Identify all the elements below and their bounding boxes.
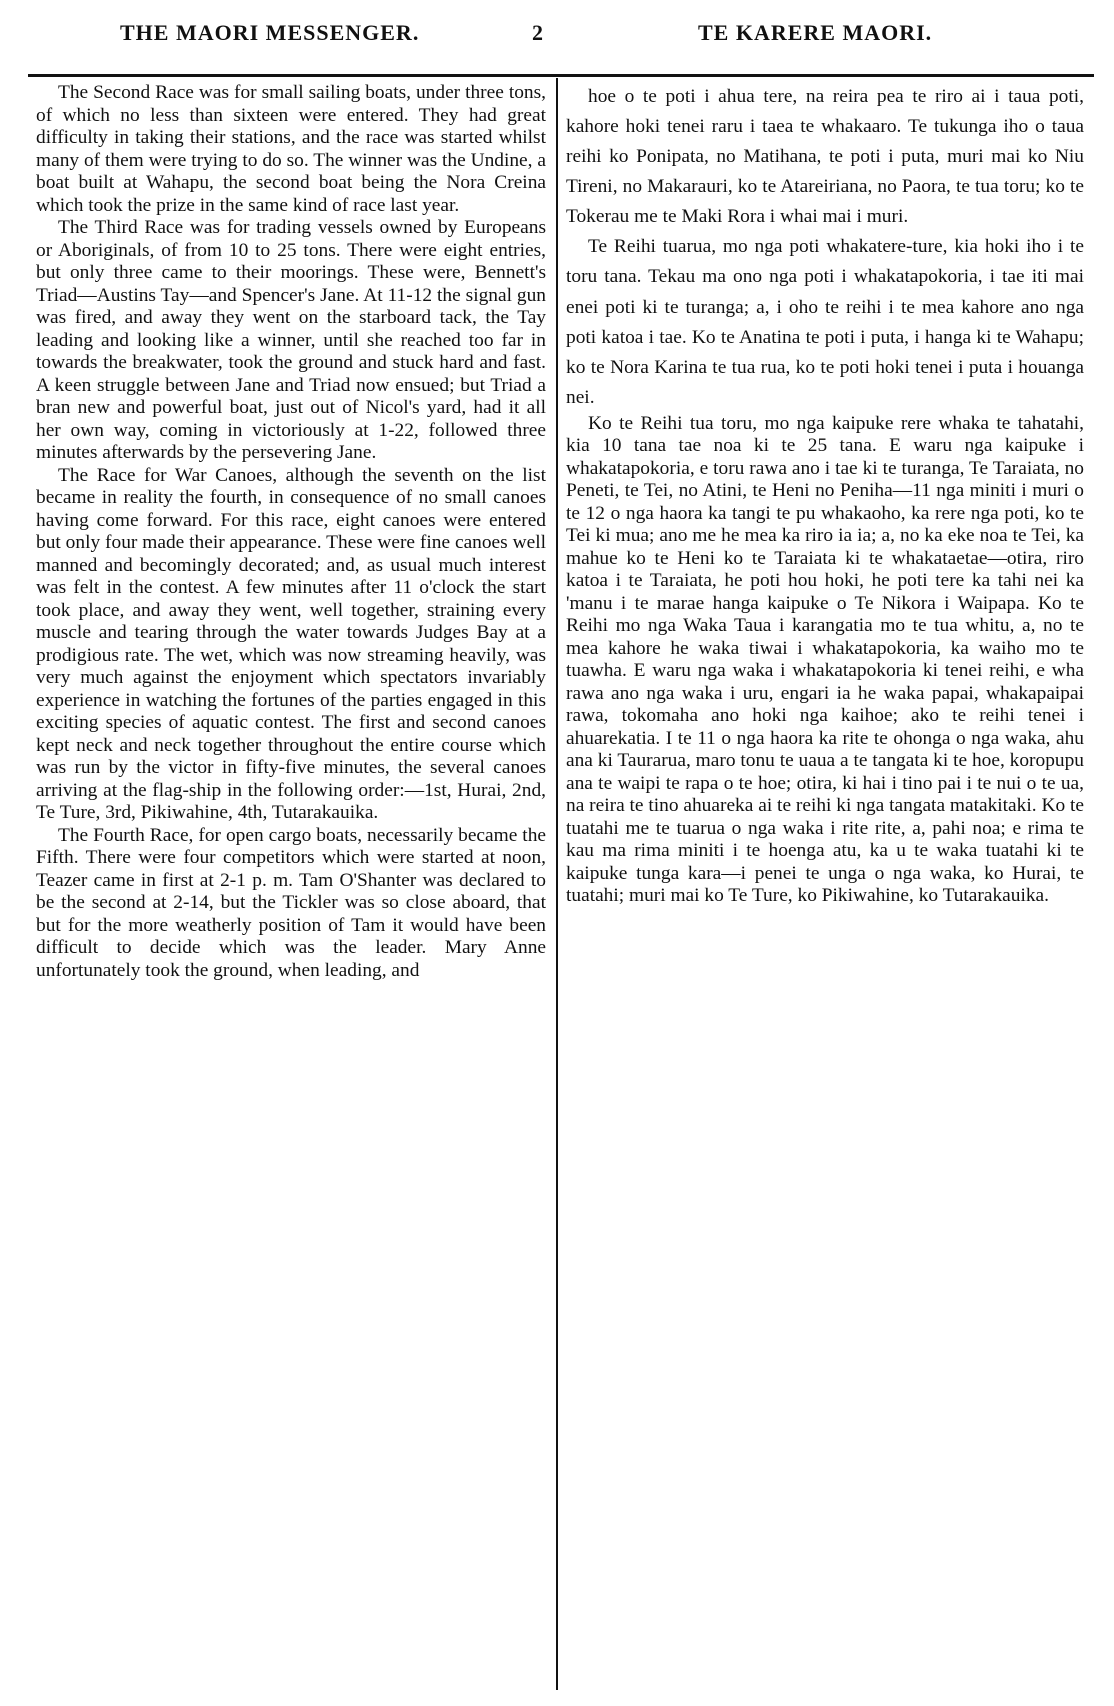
paragraph-war-canoes: The Race for War Canoes, although the seventh on the list became in reality the fourth, in consequence of no small canoes having come forward. For this race, eight canoes were entered but only four made their appearance. These were fine canoes well manned and becomingly decorated; and, as usual much interest was felt in the contest. A few minutes after 11 o'clock the start took place, and away they went, well together, straining every muscle and tearing through the water towards Judges Bay at a prodigious rate. The wet, which was now streaming heavily, was very much against the enjoyment which spectators invariably experience in watching the fortunes of the parties engaged in this exciting species of aquatic contest. The first and second canoes kept neck and neck together throughout the entire course which was run by the victor in fifty-five minutes, the several canoes arriving at the flag-ship in the following order:—1st, Hurai, 2nd, Te Ture, 3rd, Pikiwahine, 4th, Tutarakauika. (36, 464, 546, 823)
paragraph-second-race: The Second Race was for small sailing boats, under three tons, of which no less than sixteen were entered. They had great difficulty in taking their stations, and the race was started whilst many of them were trying to do so. The winner was the Undine, a boat built at Wahapu, the second boat being the Nora Creina which took the prize in the same kind of race last year. (36, 82, 546, 216)
maori-masthead-title: TE KARERE MAORI. (698, 20, 933, 45)
maori-column (566, 82, 1084, 908)
header-rule (28, 74, 1094, 77)
paragraph-reihi-tua-toru: Ko te Reihi tua toru, mo nga kaipuke rere whaka te tahatahi, kia 10 tana tae noa ki te 25 tana. E waru nga kaipuke i whakatapokoria, e toru rawa ano i tae ki te turanga, Te Taraiata, no Peneti, te Tei, no Atini, te Heni no Peniha—11 nga miniti i muri o te 12 o nga haora ka tangi te pu whakaoho, ka rere nga poti, ko te Tei ki mua; ano me he mea ka riro ia ia; a, no ka eke noa te Tei, ka mahue ko te Heni ko te Taraiata ki te whakataetae—otira, riro katoa i te Taraiata, he poti hou hoki, he poti tere ka tahi nei ka 'manu i te marae hanga kaipuke o Te Nikora i Waipapa. Ko te Reihi mo nga Waka Taua i karangatia mo te tua whitu, a, no te mea kahore he waka tiwai i whakatapokoria, ka waiho mo te tuawha. E waru nga waka i whakatapokoria ki tenei reihi, e wha rawa ano nga waka i uru, engari ia he waka papai, whakapaipai rawa, tokomaha ano hoki nga kaihoe; ako te reihi tenei i ahuarekatia. I te 11 o nga haora ka rite te ohonga o nga waka, ahu ana ki Taurarua, maro tonu te uaua a te tangata ki te hoe, koropupu ana te waipi te rapa o te hoe; otira, ki hai i tino pai i te nui o te ua, na reira te tino ahuareka ai te reihi ki nga tangata matakitaki. Ko te tuatahi me te tuarua o nga waka i rite rite, a, pahi noa; e rima te kau ma rima miniti i te hoenga atu, ka u te waka tuatahi ki te kaipuke tunga kara—i penei te unga o nga waka, ko Hurai, te tuatahi; muri mai ko Te Ture, ko Pikiwahine, ko Tutarakauika. (566, 412, 1084, 907)
column-divider (556, 78, 558, 1690)
page-header (0, 0, 1114, 70)
paragraph-hoe-continued: hoe o te poti i ahua tere, na reira pea te riro ai i taua poti, kahore hoki tenei raru i taea te whakaaro. Te tukunga iho o taua reihi ko Ponipata, no Matihana, te poti i puta, muri mai ko Niu Tireni, no Makarauri, ko te Atareiriana, no Paora, te tua toru; ko te Tokerau me te Maki Rora i whai mai i muri. (566, 86, 1084, 228)
paragraph-third-race: The Third Race was for trading vessels owned by Europeans or Aboriginals, of from 10 to 25 tons. There were eight entries, but only three came to their moorings. These were, Bennett's Triad—Austins Tay—and Spencer's Jane. At 11-12 the signal gun was fired, and away they went on the starboard tack, the Tay leading and looking like a winner, until she reached too far in towards the breakwater, took the ground and stuck hard and fast. A keen struggle between Jane and Triad now ensued; but Triad a bran new and powerful boat, just out of Nicol's yard, had it all her own way, coming in victoriously at 1-22, followed three minutes afterwards by the persevering Jane. (36, 217, 546, 463)
english-column (36, 82, 546, 982)
page-number: 2 (532, 20, 543, 45)
paragraph-fourth-race: The Fourth Race, for open cargo boats, necessarily became the Fifth. There were four competitors which were started at noon, Teazer came in first at 2-1 p. m. Tam O'Shanter was declared to be the second at 2-14, but the Tickler was so close aboard, that but for the more weatherly position of Tam it would have been difficult to decide which was the leader. Mary Anne unfortunately took the ground, when leading, and (36, 824, 546, 981)
paragraph-reihi-tuarua: Te Reihi tuarua, mo nga poti whakatere-ture, kia hoki iho i te toru tana. Tekau ma ono nga poti i whakatapokoria, i tae iti mai enei poti ki te turanga; a, i oho te reihi i te mea kahore ano nga poti katoa i tae. Ko te Anatina te poti i puta, i hanga ki te Wahapu; ko te Nora Karina te tua rua, ko te poti hoki tenei i puta i houanga nei. (566, 236, 1084, 408)
english-masthead-title: THE MAORI MESSENGER. (120, 20, 420, 45)
